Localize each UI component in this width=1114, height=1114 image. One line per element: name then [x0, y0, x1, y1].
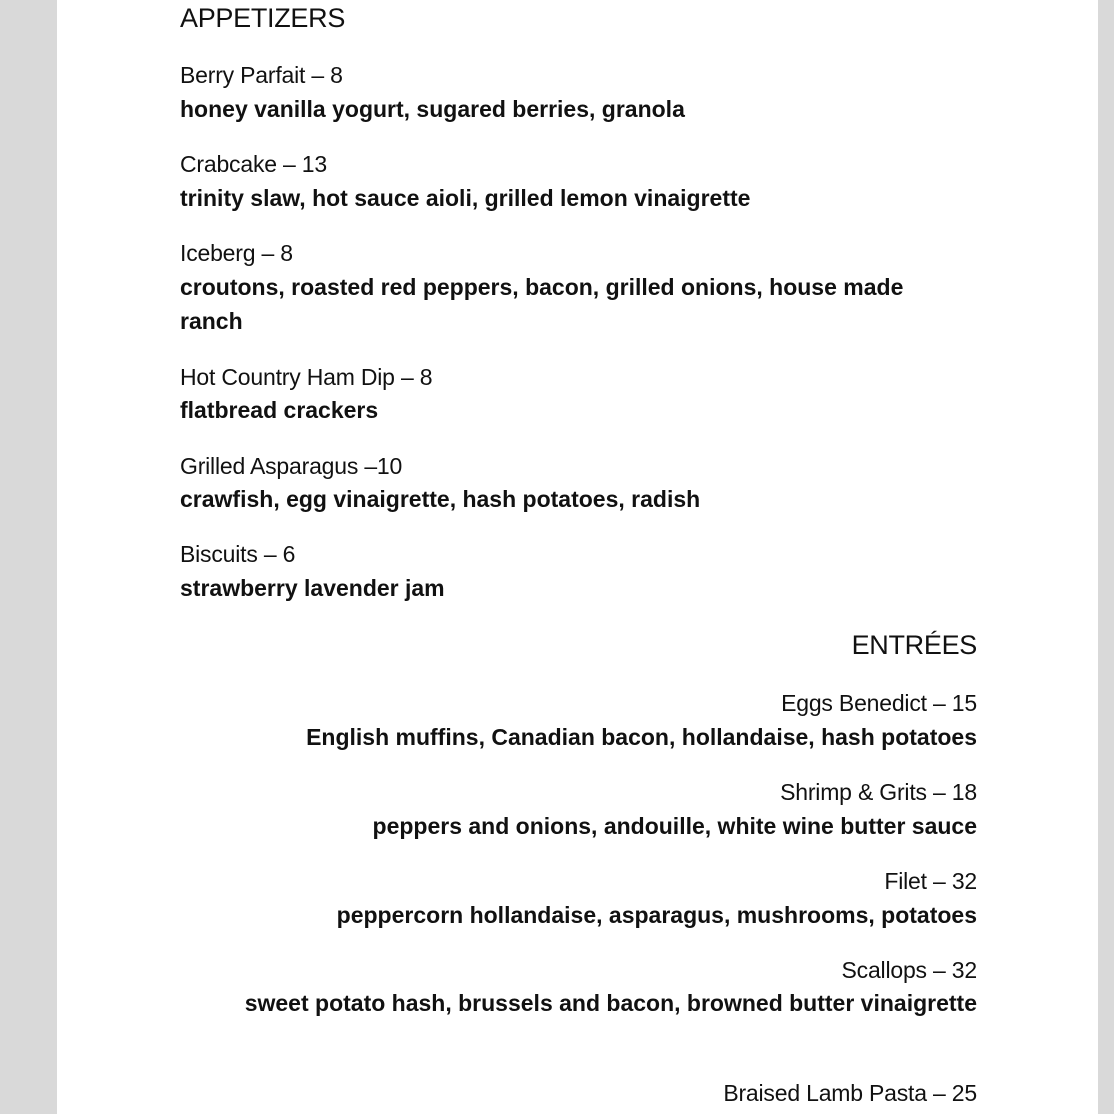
appetizer-item-desc: trinity slaw, hot sauce aioli, grilled lemon vinaigrette: [180, 185, 751, 211]
appetizer-item-desc: honey vanilla yogurt, sugared berries, granola: [180, 96, 685, 122]
entree-item-desc: peppercorn hollandaise, asparagus, mushrooms, potatoes: [336, 902, 977, 928]
entree-item-name: Eggs Benedict – 15: [781, 690, 977, 716]
appetizer-item-name: Hot Country Ham Dip – 8: [180, 364, 433, 390]
entree-item-name: Braised Lamb Pasta – 25: [723, 1080, 977, 1106]
entree-item-name: Shrimp & Grits – 18: [780, 779, 977, 805]
appetizers-heading: APPETIZERS: [180, 3, 346, 33]
entree-item-name: Scallops – 32: [841, 957, 977, 983]
appetizer-item-name: Iceberg – 8: [180, 240, 293, 266]
appetizer-item-desc: strawberry lavender jam: [180, 575, 445, 601]
entree-item-desc: English muffins, Canadian bacon, hollandaise, hash potatoes: [306, 724, 977, 750]
appetizer-item-name: Crabcake – 13: [180, 151, 327, 177]
entrees-heading: ENTRÉES: [851, 630, 977, 660]
appetizer-item-name: Berry Parfait – 8: [180, 62, 343, 88]
entree-item-desc: sweet potato hash, brussels and bacon, browned butter vinaigrette: [244, 990, 977, 1016]
entree-item-desc: peppers and onions, andouille, white wine butter sauce: [372, 813, 977, 839]
appetizer-item-name: Biscuits – 6: [180, 541, 296, 567]
appetizer-item-name: Grilled Asparagus –10: [180, 453, 403, 479]
appetizer-item-desc: flatbread crackers: [180, 397, 379, 423]
menu-page: [57, 0, 1098, 1114]
entree-item-name: Filet – 32: [884, 868, 977, 894]
appetizer-item-desc: crawfish, egg vinaigrette, hash potatoes, radish: [180, 486, 701, 512]
appetizer-item-desc: croutons, roasted red peppers, bacon, grilled onions, house made ranch: [180, 274, 904, 334]
